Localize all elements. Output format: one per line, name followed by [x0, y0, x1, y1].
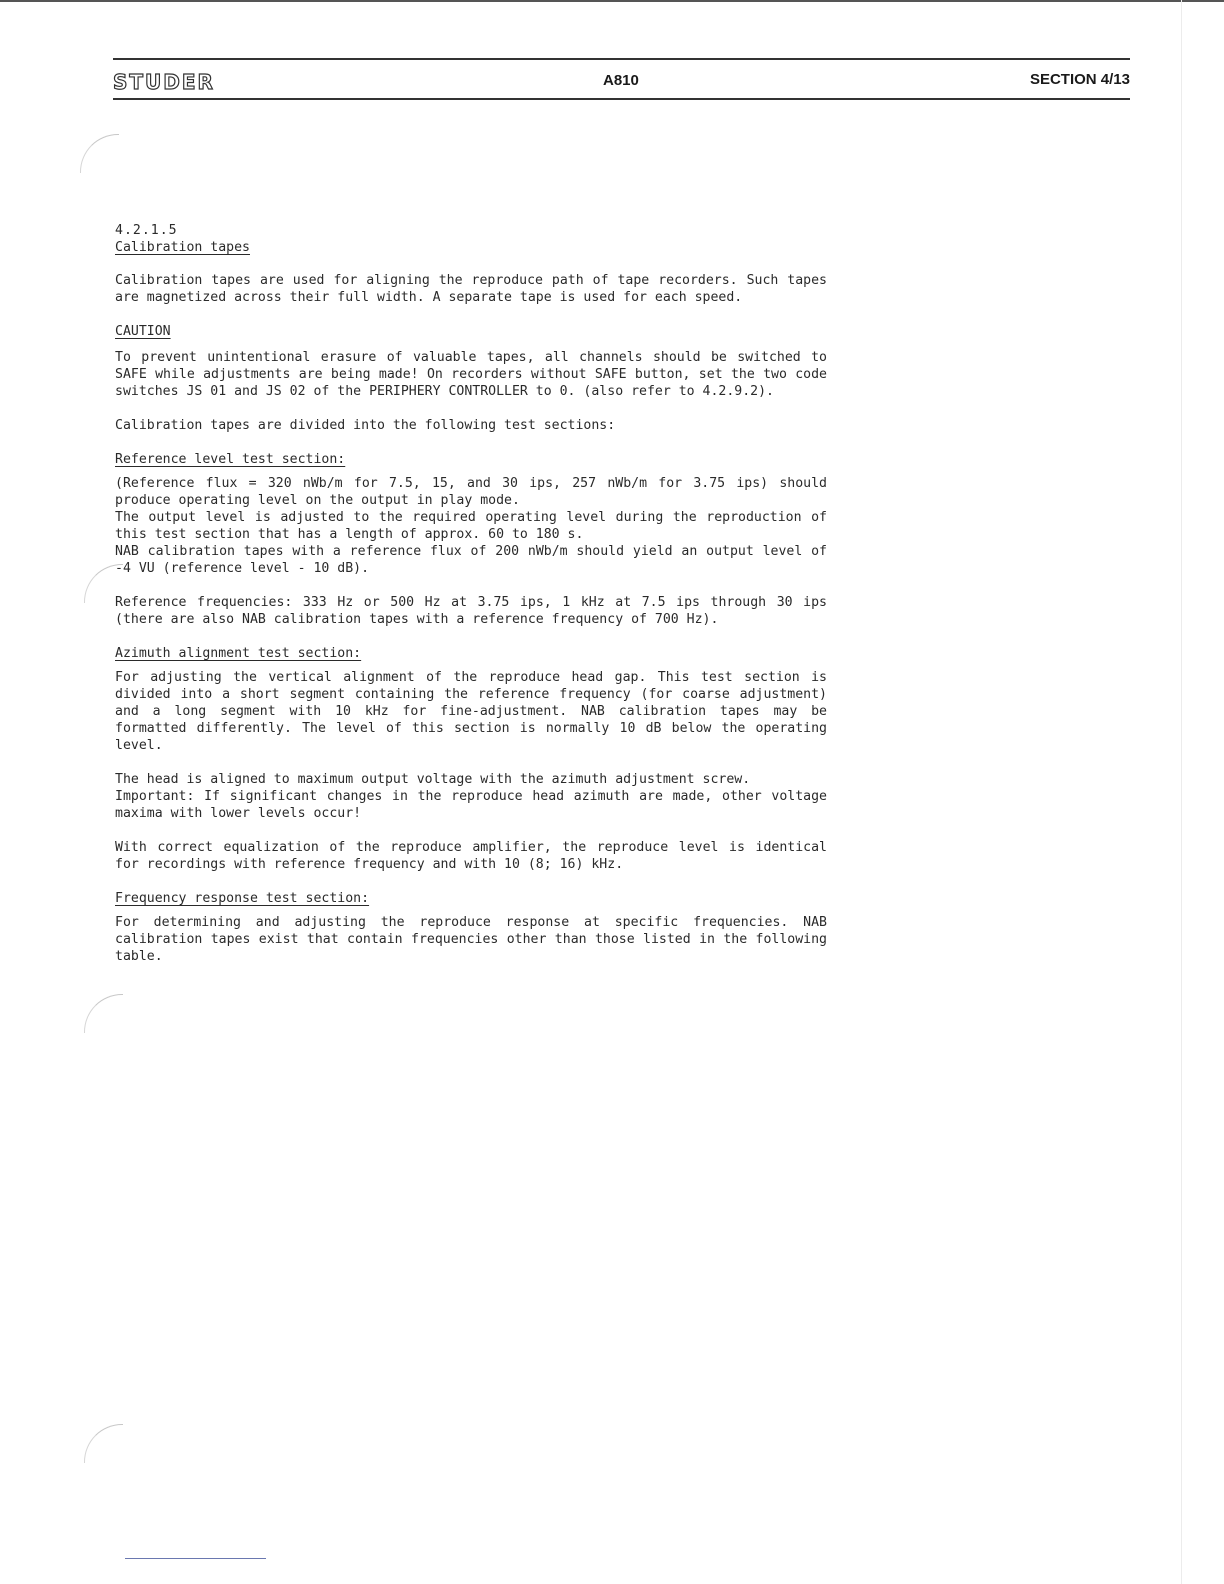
brand-logo: STUDER [113, 70, 215, 94]
frequency-response-paragraph: For determining and adjusting the reproduce response at specific frequencies. NAB calibration tapes exist that contain frequencies other than those listed in the following table. [115, 915, 827, 964]
divided-paragraph: Calibration tapes are divided into the following test sections: [115, 418, 616, 433]
azimuth-paragraph: For adjusting the vertical alignment of the reproduce head gap. This test section is divided into a short segment containing the reference frequency (for coarse adjustment) and a long segment with 10 kHz for fine-adjustment. NAB calibration tapes may be formatted differently. The level of this section is normally 10 dB below the operating level. [115, 670, 827, 753]
reference-level-line: The output level is adjusted to the required operating level during the reproduction of this test section that has a length of approx. 60 to 180 s. [115, 510, 827, 542]
caution-label: CAUTION [115, 324, 171, 339]
frequency-response-heading: Frequency response test section: [115, 891, 370, 906]
section-number: 4.2.1.5 [115, 223, 178, 238]
model-label: A810 [603, 72, 639, 89]
header-bottom-rule [113, 98, 1130, 100]
caution-paragraph: To prevent unintentional erasure of valuable tapes, all channels should be switched to SAFE while adjustments are being made! On recorders without SAFE button, set the two code switches JS 01 and JS 02 of the PERIPHERY CONTROLLER to 0. (also refer to 4.2.9.2). [115, 350, 827, 399]
header-top-rule [113, 58, 1130, 60]
azimuth-head-line: The head is aligned to maximum output voltage with the azimuth adjustment screw. [115, 772, 751, 787]
reference-frequencies-paragraph: Reference frequencies: 333 Hz or 500 Hz at 3.75 ips, 1 kHz at 7.5 ips through 30 ips (there are also NAB calibration tapes with a reference frequency of 700 Hz). [115, 595, 827, 627]
section-page-number: SECTION 4/13 [1029, 71, 1130, 88]
scan-top-edge [0, 0, 1224, 2]
binder-hole-mark [84, 1424, 123, 1463]
section-title: Calibration tapes [115, 240, 250, 255]
intro-paragraph: Calibration tapes are used for aligning the reproduce path of tape recorders. Such tapes are magnetized across their full width. A separate tape is used for each speed. [115, 273, 827, 305]
azimuth-head-line: Important: If significant changes in the reproduce head azimuth are made, other voltage maxima with lower levels occur! [115, 789, 827, 821]
reference-level-heading: Reference level test section: [115, 452, 346, 467]
binder-hole-mark [84, 994, 123, 1033]
azimuth-heading: Azimuth alignment test section: [115, 646, 362, 661]
binder-hole-mark [80, 134, 119, 173]
equalization-paragraph: With correct equalization of the reproduce amplifier, the reproduce level is identical for recordings with reference frequency and with 10 (8; 16) kHz. [115, 840, 827, 872]
reference-level-line: NAB calibration tapes with a reference flux of 200 nWb/m should yield an output level of -4 VU (reference level - 10 dB). [115, 544, 827, 576]
reference-level-line: (Reference flux = 320 nWb/m for 7.5, 15, and 30 ips, 257 nWb/m for 3.75 ips) should produce operating level on the output in play mode. [115, 476, 827, 508]
scan-right-edge [1181, 0, 1182, 1584]
footer-rule [125, 1558, 266, 1559]
document-body [115, 222, 827, 965]
